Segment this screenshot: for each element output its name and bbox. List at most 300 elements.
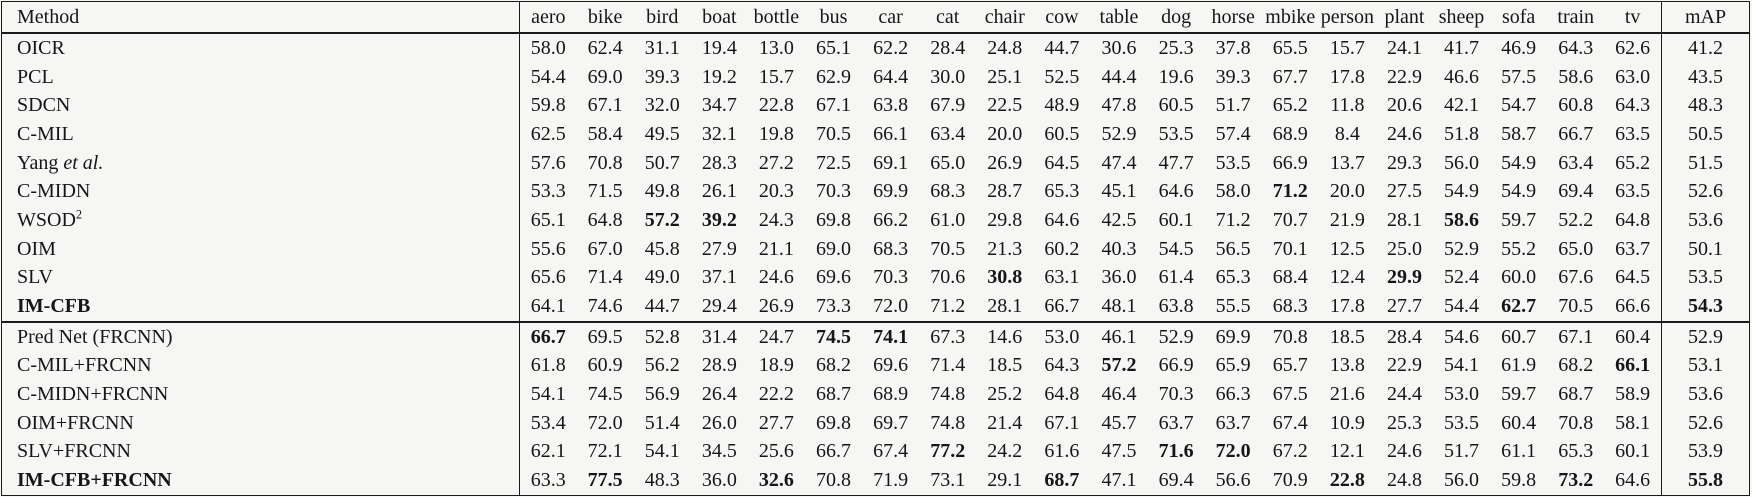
score-cell: 13.8 <box>1329 354 1365 377</box>
score-cell: 32.1 <box>701 122 737 145</box>
method-cell <box>2 235 520 264</box>
score-cell: 59.7 <box>1501 383 1537 406</box>
score-cell: 64.8 <box>1615 208 1651 231</box>
map-cell: 54.3 <box>1662 292 1750 322</box>
score-cell: 25.2 <box>987 383 1023 406</box>
method-cell <box>2 149 520 178</box>
score-cell: 28.7 <box>987 180 1023 203</box>
score-cell: 66.9 <box>1272 151 1308 174</box>
score-cell: 13.7 <box>1329 151 1365 174</box>
score-cell: 73.2 <box>1558 469 1594 492</box>
method-cell <box>2 292 520 322</box>
score-cell: 24.1 <box>1386 36 1422 59</box>
column-header-table: table <box>1090 2 1147 34</box>
score-cell: 39.3 <box>644 65 680 88</box>
score-cell: 65.1 <box>530 208 566 231</box>
method-label: IM-CFB+FRCNN <box>17 469 172 492</box>
method-label: IM-CFB <box>17 295 91 318</box>
score-cell: 24.6 <box>1386 440 1422 463</box>
method-cell <box>2 409 520 438</box>
score-cell: 57.6 <box>530 151 566 174</box>
score-cell: 27.9 <box>701 237 737 260</box>
score-cell: 67.9 <box>930 94 966 117</box>
score-cell: 59.8 <box>530 94 566 117</box>
score-cell: 70.8 <box>1558 411 1594 434</box>
column-header-bird: bird <box>634 2 691 34</box>
score-cell: 47.5 <box>1101 440 1137 463</box>
score-cell: 28.3 <box>701 151 737 174</box>
score-cell: 62.1 <box>530 440 566 463</box>
score-cell: 29.4 <box>701 295 737 318</box>
score-cell: 71.6 <box>1158 440 1194 463</box>
score-cell: 49.8 <box>644 180 680 203</box>
score-cell: 55.2 <box>1501 237 1537 260</box>
score-cell: 36.0 <box>701 469 737 492</box>
score-cell: 30.6 <box>1101 36 1137 59</box>
score-cell: 63.7 <box>1158 411 1194 434</box>
score-cell: 60.2 <box>1044 237 1080 260</box>
score-cell: 74.8 <box>930 383 966 406</box>
column-header-sheep: sheep <box>1433 2 1490 34</box>
score-cell: 32.6 <box>758 469 794 492</box>
table-row <box>2 120 1750 149</box>
score-cell: 70.9 <box>1272 469 1308 492</box>
score-cell: 72.0 <box>873 295 909 318</box>
score-cell: 61.1 <box>1501 440 1537 463</box>
score-cell: 65.5 <box>1272 36 1308 59</box>
score-cell: 58.7 <box>1501 122 1537 145</box>
score-cell: 24.3 <box>758 208 794 231</box>
table-row <box>2 322 1750 352</box>
score-cell: 63.7 <box>1215 411 1251 434</box>
score-cell: 68.2 <box>816 354 852 377</box>
score-cell: 49.0 <box>644 266 680 289</box>
score-cell: 56.0 <box>1444 469 1480 492</box>
score-cell: 59.8 <box>1501 469 1537 492</box>
score-cell: 67.4 <box>1272 411 1308 434</box>
method-label: Pred Net (FRCNN) <box>17 325 173 348</box>
score-cell: 55.5 <box>1215 295 1251 318</box>
score-cell: 53.0 <box>1033 322 1090 352</box>
score-cell: 20.6 <box>1386 94 1422 117</box>
score-cell: 65.2 <box>1615 151 1651 174</box>
score-cell: 64.8 <box>1044 383 1080 406</box>
score-cell: 25.6 <box>758 440 794 463</box>
score-cell: 61.8 <box>530 354 566 377</box>
score-cell: 19.6 <box>1158 65 1194 88</box>
score-cell: 69.4 <box>1158 469 1194 492</box>
score-cell: 66.1 <box>873 122 909 145</box>
score-cell: 68.3 <box>873 237 909 260</box>
score-cell: 66.2 <box>873 208 909 231</box>
score-cell: 54.4 <box>1444 295 1480 318</box>
score-cell: 58.0 <box>530 36 566 59</box>
score-cell: 28.4 <box>1376 322 1433 352</box>
score-cell: 73.3 <box>816 295 852 318</box>
score-cell: 53.0 <box>1444 383 1480 406</box>
score-cell: 54.6 <box>1433 322 1490 352</box>
score-cell: 26.9 <box>758 295 794 318</box>
score-cell: 31.1 <box>644 36 680 59</box>
score-cell: 62.5 <box>530 122 566 145</box>
score-cell: 64.5 <box>1615 266 1651 289</box>
score-cell: 47.8 <box>1101 94 1137 117</box>
score-cell: 60.5 <box>1158 94 1194 117</box>
score-cell: 69.8 <box>816 208 852 231</box>
score-cell: 70.3 <box>1158 383 1194 406</box>
score-cell: 18.5 <box>1319 322 1376 352</box>
score-cell: 68.7 <box>1558 383 1594 406</box>
score-cell: 47.7 <box>1158 151 1194 174</box>
score-cell: 44.7 <box>1044 36 1080 59</box>
score-cell: 24.7 <box>748 322 805 352</box>
score-cell: 72.0 <box>1215 440 1251 463</box>
score-cell: 53.3 <box>530 180 566 203</box>
column-header-train: train <box>1547 2 1604 34</box>
score-cell: 77.5 <box>587 469 623 492</box>
column-header-tv: tv <box>1604 2 1661 34</box>
score-cell: 55.6 <box>530 237 566 260</box>
map-cell: 43.5 <box>1662 63 1750 92</box>
method-label: C-MIL+FRCNN <box>17 354 152 377</box>
method-cell <box>2 352 520 381</box>
score-cell: 68.7 <box>1044 469 1080 492</box>
score-cell: 74.5 <box>805 322 862 352</box>
score-cell: 65.3 <box>1044 180 1080 203</box>
score-cell: 71.9 <box>873 469 909 492</box>
method-cell <box>2 63 520 92</box>
score-cell: 53.5 <box>1444 411 1480 434</box>
score-cell: 41.7 <box>1444 36 1480 59</box>
method-label: WSOD <box>17 208 76 231</box>
method-label: C-MIL <box>17 122 74 145</box>
score-cell: 56.0 <box>1444 151 1480 174</box>
score-cell: 45.1 <box>1101 180 1137 203</box>
score-cell: 69.5 <box>577 322 634 352</box>
score-cell: 11.8 <box>1330 94 1365 117</box>
method-label: SLV+FRCNN <box>17 440 131 463</box>
score-cell: 65.6 <box>530 266 566 289</box>
map-cell: 41.2 <box>1662 33 1750 63</box>
method-cell <box>2 120 520 149</box>
score-cell: 67.1 <box>1044 411 1080 434</box>
method-cell <box>2 264 520 293</box>
score-cell: 52.5 <box>1044 65 1080 88</box>
score-cell: 19.4 <box>701 36 737 59</box>
results-tbody <box>2 33 1750 496</box>
column-header-cat: cat <box>919 2 976 34</box>
score-cell: 66.7 <box>816 440 852 463</box>
column-header-map: mAP <box>1662 2 1750 34</box>
score-cell: 40.3 <box>1101 237 1137 260</box>
score-cell: 69.9 <box>873 180 909 203</box>
table-row <box>2 438 1750 467</box>
map-cell: 52.6 <box>1662 409 1750 438</box>
column-header-dog: dog <box>1148 2 1205 34</box>
column-header-aero: aero <box>520 2 577 34</box>
score-cell: 66.7 <box>1558 122 1594 145</box>
score-cell: 60.0 <box>1501 266 1537 289</box>
score-cell: 58.9 <box>1615 383 1651 406</box>
score-cell: 25.3 <box>1158 36 1194 59</box>
score-cell: 54.7 <box>1501 94 1537 117</box>
score-cell: 68.3 <box>930 180 966 203</box>
score-cell: 65.0 <box>930 151 966 174</box>
score-cell: 54.9 <box>1501 151 1537 174</box>
score-cell: 64.3 <box>1615 94 1651 117</box>
score-cell: 21.9 <box>1329 208 1365 231</box>
score-cell: 77.2 <box>930 440 966 463</box>
score-cell: 72.5 <box>816 151 852 174</box>
score-cell: 60.7 <box>1490 322 1547 352</box>
score-cell: 57.4 <box>1215 122 1251 145</box>
score-cell: 46.9 <box>1501 36 1537 59</box>
score-cell: 67.1 <box>816 94 852 117</box>
score-cell: 58.4 <box>587 122 623 145</box>
score-cell: 64.6 <box>1044 208 1080 231</box>
score-cell: 54.4 <box>530 65 566 88</box>
score-cell: 54.1 <box>644 440 680 463</box>
score-cell: 25.0 <box>1386 237 1422 260</box>
score-cell: 60.1 <box>1615 440 1651 463</box>
score-cell: 20.3 <box>758 180 794 203</box>
score-cell: 22.5 <box>987 94 1023 117</box>
score-cell: 51.7 <box>1215 94 1251 117</box>
score-cell: 48.3 <box>644 469 680 492</box>
results-thead <box>2 2 1750 34</box>
score-cell: 56.6 <box>1215 469 1251 492</box>
table-row <box>2 235 1750 264</box>
score-cell: 28.4 <box>930 36 966 59</box>
score-cell: 66.7 <box>520 322 577 352</box>
score-cell: 54.5 <box>1158 237 1194 260</box>
score-cell: 64.3 <box>1558 36 1594 59</box>
score-cell: 57.2 <box>1101 354 1137 377</box>
score-cell: 50.7 <box>644 151 680 174</box>
score-cell: 71.2 <box>1272 180 1308 203</box>
score-cell: 21.4 <box>987 411 1023 434</box>
score-cell: 69.8 <box>816 411 852 434</box>
method-cell <box>2 177 520 206</box>
map-cell: 50.1 <box>1662 235 1750 264</box>
score-cell: 62.6 <box>1615 36 1651 59</box>
table-row <box>2 33 1750 63</box>
method-label: SDCN <box>17 94 71 117</box>
score-cell: 34.7 <box>701 94 737 117</box>
score-cell: 54.1 <box>530 383 566 406</box>
score-cell: 39.2 <box>701 208 737 231</box>
score-cell: 53.5 <box>1158 122 1194 145</box>
score-cell: 70.5 <box>816 122 852 145</box>
score-cell: 72.1 <box>587 440 623 463</box>
score-cell: 68.9 <box>873 383 909 406</box>
score-cell: 28.1 <box>987 295 1023 318</box>
score-cell: 26.0 <box>701 411 737 434</box>
score-cell: 26.1 <box>701 180 737 203</box>
score-cell: 22.8 <box>1329 469 1365 492</box>
score-cell: 67.1 <box>1547 322 1604 352</box>
score-cell: 18.5 <box>987 354 1023 377</box>
score-cell: 60.5 <box>1044 122 1080 145</box>
score-cell: 44.7 <box>644 295 680 318</box>
method-label: OIM <box>17 237 56 260</box>
table-row <box>2 63 1750 92</box>
score-cell: 39.3 <box>1215 65 1251 88</box>
score-cell: 25.3 <box>1386 411 1422 434</box>
table-row <box>2 466 1750 495</box>
score-cell: 63.4 <box>1558 151 1594 174</box>
score-cell: 66.1 <box>1615 354 1651 377</box>
score-cell: 63.1 <box>1044 266 1080 289</box>
score-cell: 66.7 <box>1044 295 1080 318</box>
score-cell: 20.0 <box>1329 180 1365 203</box>
score-cell: 28.9 <box>701 354 737 377</box>
score-cell: 45.8 <box>644 237 680 260</box>
map-cell: 52.6 <box>1662 177 1750 206</box>
score-cell: 24.6 <box>1386 122 1422 145</box>
score-cell: 72.0 <box>587 411 623 434</box>
score-cell: 60.4 <box>1501 411 1537 434</box>
score-cell: 58.6 <box>1558 65 1594 88</box>
score-cell: 57.2 <box>644 208 680 231</box>
score-cell: 70.6 <box>930 266 966 289</box>
score-cell: 20.0 <box>987 122 1023 145</box>
score-cell: 66.9 <box>1158 354 1194 377</box>
score-cell: 48.9 <box>1044 94 1080 117</box>
score-cell: 36.0 <box>1101 266 1137 289</box>
score-cell: 48.1 <box>1101 295 1137 318</box>
score-cell: 58.1 <box>1615 411 1651 434</box>
score-cell: 42.1 <box>1444 94 1480 117</box>
score-cell: 44.4 <box>1101 65 1137 88</box>
score-cell: 21.3 <box>987 237 1023 260</box>
score-cell: 10.9 <box>1329 411 1365 434</box>
score-cell: 22.9 <box>1386 354 1422 377</box>
score-cell: 69.0 <box>587 65 623 88</box>
column-header-person: person <box>1319 2 1376 34</box>
column-header-horse: horse <box>1205 2 1262 34</box>
map-cell: 53.9 <box>1662 438 1750 467</box>
score-cell: 70.3 <box>816 180 852 203</box>
table-row <box>2 409 1750 438</box>
score-cell: 69.6 <box>873 354 909 377</box>
score-cell: 61.9 <box>1501 354 1537 377</box>
score-cell: 67.2 <box>1272 440 1308 463</box>
score-cell: 70.5 <box>930 237 966 260</box>
score-cell: 65.3 <box>1558 440 1594 463</box>
table-row <box>2 91 1750 120</box>
score-cell: 64.3 <box>1044 354 1080 377</box>
score-cell: 63.0 <box>1615 65 1651 88</box>
score-cell: 31.4 <box>691 322 748 352</box>
score-cell: 52.8 <box>634 322 691 352</box>
score-cell: 29.1 <box>987 469 1023 492</box>
score-cell: 74.6 <box>587 295 623 318</box>
score-cell: 67.5 <box>1272 383 1308 406</box>
score-cell: 65.3 <box>1215 266 1251 289</box>
method-cell <box>2 91 520 120</box>
column-header-cow: cow <box>1033 2 1090 34</box>
column-header-bottle: bottle <box>748 2 805 34</box>
method-label: SLV <box>17 266 53 289</box>
score-cell: 52.9 <box>1148 322 1205 352</box>
score-cell: 27.2 <box>758 151 794 174</box>
score-cell: 65.7 <box>1272 354 1308 377</box>
score-cell: 71.4 <box>587 266 623 289</box>
score-cell: 65.1 <box>816 36 852 59</box>
score-cell: 30.8 <box>987 266 1023 289</box>
score-cell: 45.7 <box>1101 411 1137 434</box>
score-cell: 46.4 <box>1101 383 1137 406</box>
column-header-method: Method <box>2 2 520 34</box>
score-cell: 70.5 <box>1558 295 1594 318</box>
score-cell: 13.0 <box>758 36 794 59</box>
score-cell: 21.6 <box>1329 383 1365 406</box>
table-row <box>2 206 1750 235</box>
score-cell: 51.4 <box>644 411 680 434</box>
method-cell <box>2 33 520 63</box>
column-header-plant: plant <box>1376 2 1433 34</box>
score-cell: 14.6 <box>976 322 1033 352</box>
score-cell: 59.7 <box>1501 208 1537 231</box>
score-cell: 46.6 <box>1444 65 1480 88</box>
score-cell: 71.2 <box>1215 208 1251 231</box>
score-cell: 60.4 <box>1604 322 1661 352</box>
map-cell: 53.5 <box>1662 264 1750 293</box>
map-cell: 55.8 <box>1662 466 1750 495</box>
method-superscript: 2 <box>75 207 83 222</box>
score-cell: 19.2 <box>701 65 737 88</box>
score-cell: 61.4 <box>1158 266 1194 289</box>
score-cell: 70.7 <box>1272 208 1308 231</box>
table-row <box>2 352 1750 381</box>
score-cell: 19.8 <box>758 122 794 145</box>
score-cell: 60.8 <box>1558 94 1594 117</box>
score-cell: 27.7 <box>1386 295 1422 318</box>
score-cell: 67.3 <box>919 322 976 352</box>
score-cell: 24.4 <box>1386 383 1422 406</box>
score-cell: 42.5 <box>1101 208 1137 231</box>
score-cell: 66.3 <box>1215 383 1251 406</box>
score-cell: 71.5 <box>587 180 623 203</box>
score-cell: 27.5 <box>1386 180 1422 203</box>
score-cell: 26.4 <box>701 383 737 406</box>
score-cell: 12.1 <box>1329 440 1365 463</box>
score-cell: 53.5 <box>1215 151 1251 174</box>
score-cell: 37.1 <box>701 266 737 289</box>
score-cell: 62.4 <box>587 36 623 59</box>
method-label: Yang <box>17 151 59 174</box>
score-cell: 22.8 <box>758 94 794 117</box>
score-cell: 58.6 <box>1444 208 1480 231</box>
score-cell: 63.8 <box>1158 295 1194 318</box>
score-cell: 52.2 <box>1558 208 1594 231</box>
score-cell: 69.6 <box>816 266 852 289</box>
score-cell: 65.0 <box>1558 237 1594 260</box>
score-cell: 51.7 <box>1444 440 1480 463</box>
column-header-bike: bike <box>577 2 634 34</box>
score-cell: 70.8 <box>816 469 852 492</box>
score-cell: 54.9 <box>1444 180 1480 203</box>
score-cell: 24.6 <box>758 266 794 289</box>
score-cell: 56.9 <box>644 383 680 406</box>
score-cell: 62.2 <box>873 36 909 59</box>
score-cell: 68.3 <box>1272 295 1308 318</box>
score-cell: 28.1 <box>1386 208 1422 231</box>
score-cell: 69.4 <box>1558 180 1594 203</box>
method-label: OICR <box>17 36 65 59</box>
score-cell: 74.1 <box>862 322 919 352</box>
